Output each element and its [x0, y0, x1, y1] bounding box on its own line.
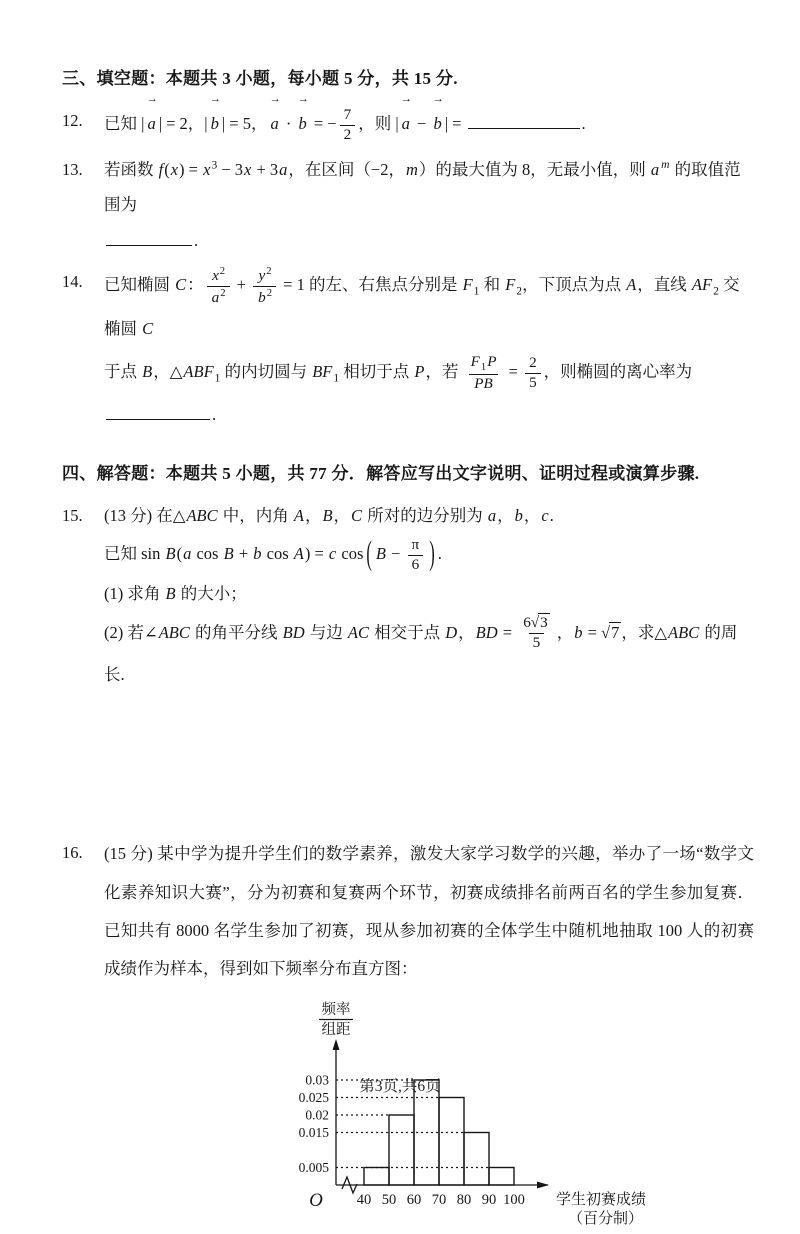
text-run: ， — [497, 505, 514, 525]
math-var: B — [165, 584, 176, 604]
text-run: (15 分) 某中学为提升学生们的数学素养，激发大家学习数学的兴趣，举办了一场“数学文化素养知识大赛”，分为初赛和复赛两个环节，初赛成绩排名前两百名的学生参加复赛．已知共有 8000 名学生参加了初赛，现从参加初赛的全体学生中随机地抽取 100 人的初赛成绩作为样本，得到如下频率分布直方图： — [104, 844, 754, 979]
text-run: = 1 的左、右焦点分别是 — [279, 275, 462, 295]
question-line — [104, 533, 754, 576]
vector-arrow-icon: → — [432, 93, 444, 106]
question-16 — [62, 835, 754, 1234]
text-run: ) = — [179, 159, 203, 179]
bar — [464, 1133, 489, 1186]
math-var: C — [175, 275, 187, 295]
y-tick-label: 0.005 — [298, 1160, 329, 1176]
question-14 — [62, 264, 754, 436]
text-run: 中，内角 — [218, 505, 293, 525]
text-run: (2) 若∠ — [104, 622, 158, 642]
y-axis-label-numerator: 频率 — [321, 1002, 351, 1019]
fraction — [525, 354, 541, 393]
question-line — [104, 351, 754, 437]
question-body — [104, 152, 754, 258]
question-line — [104, 152, 754, 223]
vector — [297, 93, 309, 146]
question-line — [104, 612, 754, 698]
section-fill-in-heading — [62, 64, 754, 89]
question-number: 14. — [62, 272, 83, 292]
fraction — [466, 353, 502, 394]
fraction-denominator: 5 — [525, 373, 541, 393]
text-run: + — [232, 275, 251, 295]
big-paren: ) — [429, 533, 435, 573]
text-run: ， — [523, 505, 541, 525]
math-var: b — [258, 289, 266, 307]
y-axis-arrow-icon — [333, 1039, 340, 1050]
text-run: ： — [187, 275, 204, 295]
question-12 — [62, 93, 754, 146]
math-var: B — [223, 544, 234, 564]
math-var: a — [279, 159, 288, 179]
text-run: 相交于点 — [369, 622, 445, 642]
origin-label: O — [309, 1190, 323, 1212]
text-run: ， — [556, 622, 574, 642]
question-13 — [62, 152, 754, 258]
text-run: ，则椭圆的离心率为 — [543, 361, 693, 381]
math-var: B — [375, 544, 386, 564]
question-body — [104, 498, 754, 698]
text-run: 的大小； — [176, 584, 247, 604]
math-var: BD — [475, 622, 498, 642]
text-run: ，直线 — [637, 275, 691, 295]
text-run: ，则 | — [358, 114, 399, 133]
text-run: 的取值范围为 — [104, 159, 741, 215]
bar — [389, 1115, 414, 1185]
fraction-numerator: 7 — [343, 105, 352, 123]
question-number: 15. — [62, 505, 83, 525]
section-answer-heading — [62, 459, 754, 484]
x-tick-label: 80 — [456, 1192, 472, 1209]
x-axis-arrow-icon — [537, 1182, 549, 1189]
fraction-numerator: 2 — [529, 353, 537, 371]
math-var: A — [293, 505, 304, 525]
vector-arrow-icon: → — [400, 93, 412, 106]
text-run: (13 分) 在△ — [104, 505, 186, 525]
subscript: 1 — [480, 361, 487, 373]
square-root — [601, 623, 621, 642]
bar — [364, 1168, 389, 1186]
text-run: − — [386, 544, 405, 564]
text-run: 的角平分线 — [190, 622, 282, 642]
math-var: AC — [347, 622, 369, 642]
fraction-numerator — [254, 265, 276, 286]
text-run: 的周长. — [104, 622, 738, 685]
fraction-denominator — [207, 286, 230, 308]
text-run: 所对的边分别为 — [363, 505, 487, 525]
math-var: b — [514, 505, 523, 525]
fraction-denominator: 5 — [529, 633, 545, 653]
text-run: 已知 sin — [104, 544, 165, 564]
math-var: B — [322, 505, 333, 525]
superscript: 2 — [219, 265, 226, 277]
math-var: F — [462, 275, 473, 295]
question-number: 12. — [62, 111, 83, 130]
x-tick-label: 70 — [431, 1192, 447, 1209]
page-footer — [0, 1074, 800, 1096]
text-run: 已知 | — [104, 114, 145, 133]
vector — [209, 93, 221, 146]
superscript: m — [661, 159, 670, 172]
math-var: A — [293, 544, 304, 564]
fraction-denominator — [253, 286, 276, 308]
text-run: 于点 — [104, 361, 142, 381]
fraction-numerator: π — [411, 535, 420, 553]
text-run: 四、解答题：本题共 5 小题，共 77 分．解答应写出文字说明、证明过程或演算步骤. — [62, 463, 700, 483]
text-run: = − — [309, 114, 337, 133]
math-var: y — [258, 267, 266, 285]
radical-icon: √ — [530, 614, 540, 632]
superscript: 2 — [266, 288, 273, 300]
math-var: AF — [691, 275, 713, 295]
text-run: ）的最大值为 8，无最小值，则 — [418, 159, 650, 179]
y-tick-label: 0.02 — [305, 1107, 329, 1123]
fraction-numerator — [466, 353, 502, 374]
question-line — [104, 93, 754, 146]
superscript: 2 — [266, 265, 272, 277]
text-run: (1) 求角 — [104, 584, 165, 604]
text-run: | = 5， — [221, 114, 268, 133]
text-run: = — [498, 622, 517, 642]
question-body — [104, 264, 754, 436]
math-var: ABC — [186, 505, 218, 525]
math-var: a — [211, 289, 220, 307]
vector-letter: a — [270, 114, 279, 133]
fraction-numerator — [519, 614, 554, 633]
vector-arrow-icon: → — [297, 93, 309, 106]
fraction — [408, 536, 424, 575]
x-tick-label: 100 — [503, 1192, 525, 1209]
math-var: BF — [312, 361, 333, 381]
question-line — [104, 264, 754, 351]
vector-arrow-icon: → — [209, 93, 221, 106]
math-var: x — [203, 159, 211, 179]
fraction-denominator: 2 — [340, 125, 356, 145]
math-var: b — [574, 622, 583, 642]
y-tick-label: 0.03 — [305, 1072, 329, 1088]
question-number: 16. — [62, 843, 83, 863]
vector — [400, 93, 412, 146]
math-var: ABC — [668, 622, 700, 642]
y-axis-label-denominator: 组距 — [321, 1022, 351, 1039]
histogram-figure — [276, 992, 754, 1234]
big-paren: ( — [366, 533, 372, 573]
text-run: 相切于点 — [339, 361, 414, 381]
text-run: . — [581, 114, 586, 133]
x-tick-label: 50 — [381, 1192, 397, 1209]
question-body — [104, 835, 754, 1234]
y-tick-label: 0.015 — [298, 1125, 329, 1141]
math-var: B — [142, 361, 153, 381]
math-var: ABC — [158, 622, 190, 642]
text-run: ，求△ — [621, 622, 668, 642]
fraction — [253, 265, 276, 308]
frequency-histogram — [276, 992, 706, 1234]
math-var: a — [487, 505, 497, 525]
text-run: cos — [192, 544, 223, 564]
subscript: 1 — [333, 372, 340, 385]
question-15 — [62, 498, 754, 698]
bar — [439, 1098, 464, 1186]
text-run: cos — [337, 544, 364, 564]
text-run: 若函数 — [104, 159, 158, 179]
radicand: 3 — [540, 614, 548, 632]
text-run: . — [212, 404, 217, 424]
vector — [269, 93, 281, 146]
math-var: f — [158, 159, 164, 179]
y-tick-label: 0.025 — [298, 1090, 329, 1106]
math-var: c — [328, 544, 337, 564]
answer-blank — [468, 111, 580, 129]
fraction — [340, 106, 356, 145]
vector-arrow-icon: → — [269, 93, 281, 106]
fraction — [519, 614, 554, 653]
text-run: ) = — [304, 544, 328, 564]
fraction-denominator: 6 — [408, 555, 424, 575]
math-var: PB — [474, 374, 493, 392]
text-run: ( — [164, 159, 170, 179]
math-var: ABF — [183, 361, 214, 381]
subscript: 2 — [516, 285, 523, 298]
math-var: a — [183, 544, 192, 564]
question-line — [104, 223, 754, 258]
question-body — [104, 93, 754, 146]
text-run: ，在区间（−2， — [288, 159, 405, 179]
vector-letter: a — [401, 114, 410, 133]
radicand: 7 — [611, 622, 620, 642]
x-tick-label: 60 — [406, 1192, 422, 1209]
superscript: 2 — [220, 288, 226, 300]
x-axis-label-line1: 学生初赛成绩 — [556, 1192, 647, 1209]
text-run: ，若 — [425, 361, 463, 381]
subscript: 1 — [214, 372, 221, 385]
text-run: ，下顶点为点 — [522, 275, 626, 295]
text-run: . — [437, 544, 442, 564]
bar — [489, 1168, 514, 1186]
math-var: BD — [282, 622, 305, 642]
text-run: = — [504, 361, 523, 381]
text-run: + — [234, 544, 253, 564]
text-run: 已知椭圆 — [104, 275, 175, 295]
math-var: b — [253, 544, 262, 564]
answer-blank — [106, 228, 192, 246]
page-number: 第3页,共6页 — [359, 1078, 441, 1095]
subscript: 2 — [713, 285, 719, 298]
math-var: x — [212, 267, 219, 285]
square-root — [531, 614, 550, 631]
question-number: 13. — [62, 159, 83, 179]
answer-blank — [106, 402, 210, 420]
math-var: c — [541, 505, 549, 525]
text-run: 交椭圆 — [104, 275, 740, 339]
text-run: ，△ — [153, 361, 183, 381]
text-run: 与边 — [305, 622, 347, 642]
text-run: 的内切圆与 — [220, 361, 312, 381]
text-run: ， — [304, 505, 322, 525]
math-var: F — [505, 275, 516, 295]
question-line — [104, 835, 754, 988]
text-run: + 3 — [252, 159, 279, 179]
vector — [146, 93, 158, 146]
x-tick-label: 90 — [481, 1192, 497, 1209]
fraction — [207, 265, 230, 308]
fraction-denominator — [469, 374, 498, 394]
math-var: A — [626, 275, 637, 295]
text-run: cos — [262, 544, 293, 564]
math-var: a — [650, 159, 660, 179]
radical-icon: √ — [601, 622, 611, 642]
text-run: 三、填空题：本题共 3 小题，每小题 5 分，共 15 分. — [62, 69, 458, 88]
text-run: − 3 — [217, 159, 244, 179]
text-run: | = 2，| — [158, 114, 208, 133]
x-axis-label-line2: （百分制） — [568, 1211, 644, 1228]
text-run: = — [583, 622, 602, 642]
text-run: | = — [444, 114, 466, 133]
text-run: − — [412, 114, 431, 133]
text-run: 6 — [523, 614, 531, 632]
vector-letter: b — [210, 114, 219, 133]
subscript: 1 — [473, 285, 480, 298]
text-run: 和 — [479, 275, 505, 295]
math-var: D — [445, 622, 458, 642]
text-run: ， — [458, 622, 475, 642]
vector-letter: b — [433, 114, 442, 133]
x-tick-label: 40 — [356, 1192, 372, 1209]
vector — [432, 93, 444, 146]
fraction-numerator — [207, 265, 229, 286]
math-var: x — [244, 159, 252, 179]
math-var: B — [165, 544, 176, 564]
vector-letter: b — [298, 114, 307, 133]
text-run: . — [549, 505, 554, 525]
superscript: 3 — [211, 159, 218, 172]
math-var: C — [142, 319, 154, 339]
math-var: F — [470, 352, 480, 370]
math-var: C — [351, 505, 363, 525]
text-run: ( — [176, 544, 183, 564]
math-var: x — [170, 159, 179, 179]
math-var: P — [487, 352, 497, 370]
text-run: . — [194, 230, 199, 250]
text-run: ， — [333, 505, 351, 525]
math-var: m — [405, 159, 418, 179]
vector-letter: a — [147, 114, 156, 133]
text-run: · — [281, 114, 296, 133]
vector-arrow-icon: → — [146, 93, 158, 106]
math-var: P — [414, 361, 425, 381]
